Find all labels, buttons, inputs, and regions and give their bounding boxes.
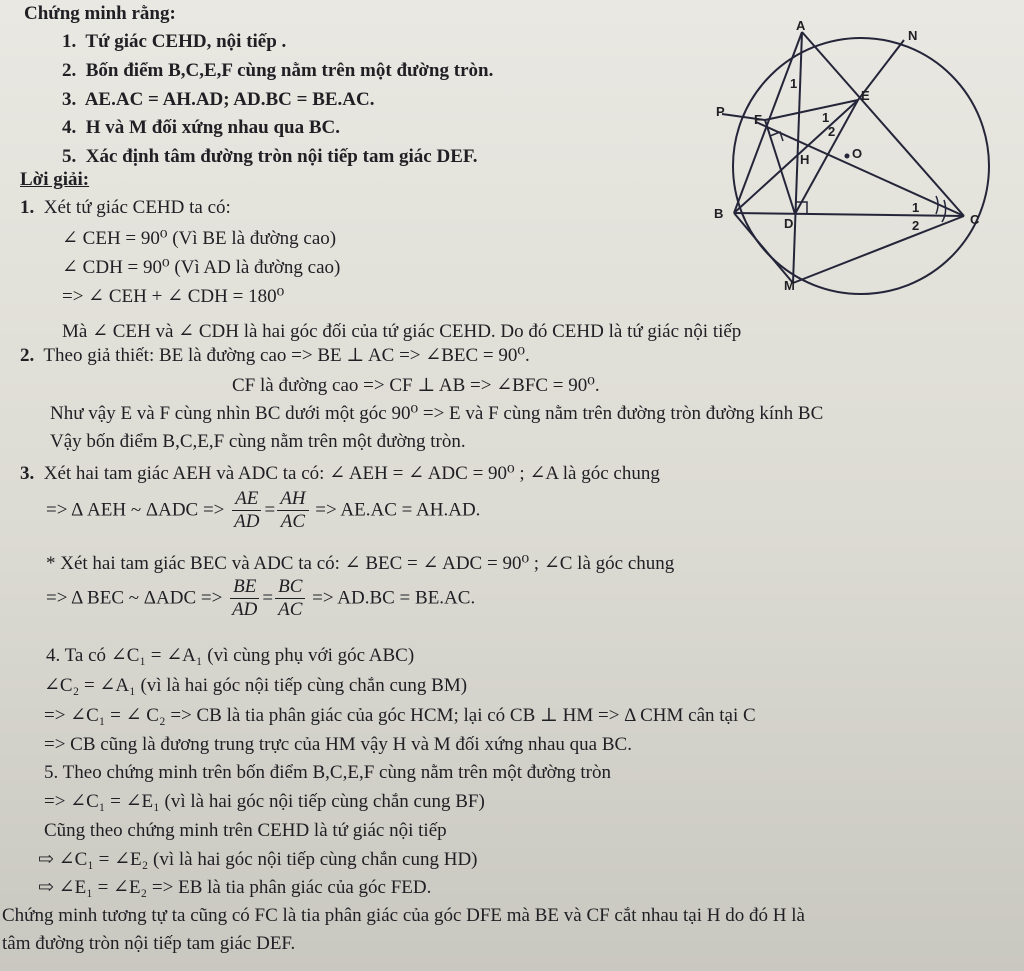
fraction-bc-ac [275,576,305,621]
task-4 [62,116,340,140]
label-b: B [714,206,724,221]
part1-line-2: ∠ CDH = 90⁰ (Vì AD là đường cao) [62,257,341,278]
part2-line-1 [20,344,530,368]
part5-line-2: => ∠C₁ = ∠E₁ (vì là hai góc nội tiếp cùng chắn cung BF) [44,791,485,812]
angle-arc-c1 [936,196,938,214]
label-c: C [970,212,980,227]
segment-cm [793,216,964,283]
part1-intro [20,196,231,220]
fraction-be-ad [229,576,260,621]
task-number: 3. [62,89,77,110]
numerator: BC [275,576,305,599]
part5-line-7: tâm đường tròn nội tiếp tam giác DEF. [2,933,296,954]
part4-line-1: 4. Ta có ∠C₁ = ∠A₁ (vì cùng phụ với góc ABC) [46,645,415,666]
part1-line-1: ∠ CEH = 90⁰ (Vì BE là đường cao) [62,228,337,249]
part-text: Xét hai tam giác AEH và ADC ta có: ∠ AEH = ∠ ADC = 90⁰ ; ∠A là góc chung [43,463,660,484]
task-number: 1. [62,31,77,52]
task-3 [62,88,375,112]
part4-line-4: => CB cũng là đương trung trực của HM vậy H và M đối xứng nhau qua BC. [44,734,632,755]
task-number: 2. [62,60,77,81]
part2-line-4: Vậy bốn điểm B,C,E,F cùng nằm trên một đường tròn. [50,431,466,452]
problem-heading: Chứng minh rằng: [24,3,176,24]
task-text: Tứ giác CEHD, nội tiếp . [85,31,287,52]
part-number: 3. [20,463,35,484]
label-angle-e1: 1 [822,110,830,125]
numerator: AH [277,488,308,511]
task-1 [62,30,286,54]
label-angle-c2: 2 [912,218,920,233]
part5-line-5: ⇨ ∠E₁ = ∠E₂ => EB là tia phân giác của góc FED. [38,877,432,898]
task-text: H và M đối xứng nhau qua BC. [85,117,341,138]
label-h: H [800,152,810,167]
formula-prefix: => Δ AEH ~ ΔADC => [46,499,225,521]
center-point-o [845,154,850,159]
part-number: 1. [20,197,35,218]
task-text: Bốn điểm B,C,E,F cùng nằm trên một đường tròn. [85,60,494,81]
label-angle-a1: 1 [790,76,798,91]
part3-formula-2: => Δ BEC ~ ΔADC => $\frac{BE}{AD}$ = $\frac{BC}{AC}$ => AD.BC = BE.AC. [46,576,476,621]
altitude-cf [756,122,964,216]
solution-heading: Lời giải: [20,169,90,190]
task-number: 5. [62,146,77,167]
label-d: D [784,216,794,231]
label-f: F [754,112,762,127]
angle-arc-c2 [942,200,946,222]
part4-line-2: ∠C₂ = ∠A₁ (vì là hai góc nội tiếp cùng chắn cung BM) [44,675,468,696]
denominator: AC [280,511,305,533]
formula-prefix: => Δ BEC ~ ΔADC => [46,587,223,609]
segment-ef [765,100,858,120]
fraction-ah-ac [277,488,308,533]
label-o: O [852,146,863,161]
part4-line-3: => ∠C₁ = ∠ C₂ => CB là tia phân giác của góc HCM; lại có CB ⊥ HM => Δ CHM cân tại C [44,705,756,726]
triangle-and-altitudes [722,32,964,283]
geometry-figure [706,18,1012,308]
part3-line-2: * Xét hai tam giác BEC và ADC ta có: ∠ BEC = ∠ ADC = 90⁰ ; ∠C là góc chung [46,553,675,574]
task-2 [62,59,493,83]
side-ab [734,32,802,213]
task-5 [62,145,478,169]
part5-line-1: 5. Theo chứng minh trên bốn điểm B,C,E,F cùng nằm trên một đường tròn [44,762,611,783]
fraction-ae-ad [231,488,262,533]
label-p: P [716,104,725,119]
part-number: 2. [20,345,35,366]
label-n: N [908,28,918,43]
denominator: AC [278,599,303,621]
task-number: 4. [62,117,77,138]
part5-line-3: Cũng theo chứng minh trên CEHD là tứ giác nội tiếp [44,820,447,841]
label-angle-e2: 2 [828,124,836,139]
numerator: BE [230,576,259,599]
part3-formula-1: => Δ AEH ~ ΔADC => $\frac{AE}{AD}$ = $\frac{AH}{AC}$ => AE.AC = AH.AD. [46,488,481,533]
label-e: E [861,88,870,103]
denominator: AD [232,599,258,621]
side-bc [734,213,964,216]
task-text: AE.AC = AH.AD; AD.BC = BE.AC. [84,89,375,110]
label-m: M [784,278,795,293]
numerator: AE [232,488,261,511]
label-a: A [796,18,806,33]
part5-line-6: Chứng minh tương tự ta cũng có FC là tia phân giác của góc DFE mà BE và CF cắt nhau tại H do đó H là [2,905,805,926]
part2-line-2: CF là đường cao => CF ⊥ AB => ∠BFC = 90⁰. [232,375,600,396]
part-text: Xét tứ giác CEHD ta có: [43,197,231,218]
part1-line-3: => ∠ CEH + ∠ CDH = 180⁰ [62,286,285,307]
label-angle-c1: 1 [912,200,920,215]
task-text: Xác định tâm đường tròn nội tiếp tam giác DEF. [85,146,478,167]
formula-suffix: => AE.AC = AH.AD. [315,499,481,521]
part3-line-1 [20,462,660,486]
part5-line-4: ⇨ ∠C₁ = ∠E₂ (vì là hai góc nội tiếp cùng chắn cung HD) [38,849,478,870]
formula-suffix: => AD.BC = BE.AC. [312,587,476,609]
part1-line-4: Mà ∠ CEH và ∠ CDH là hai góc đối của tứ giác CEHD. Do đó CEHD là tứ giác nội tiếp [62,321,742,342]
denominator: AD [234,511,260,533]
part2-line-3: Như vậy E và F cùng nhìn BC dưới một góc 90⁰ => E và F cùng nằm trên đường tròn đường kính BC [50,403,824,424]
part-text: Theo giả thiết: BE là đường cao => BE ⊥ AC => ∠BEC = 90⁰. [43,345,530,366]
